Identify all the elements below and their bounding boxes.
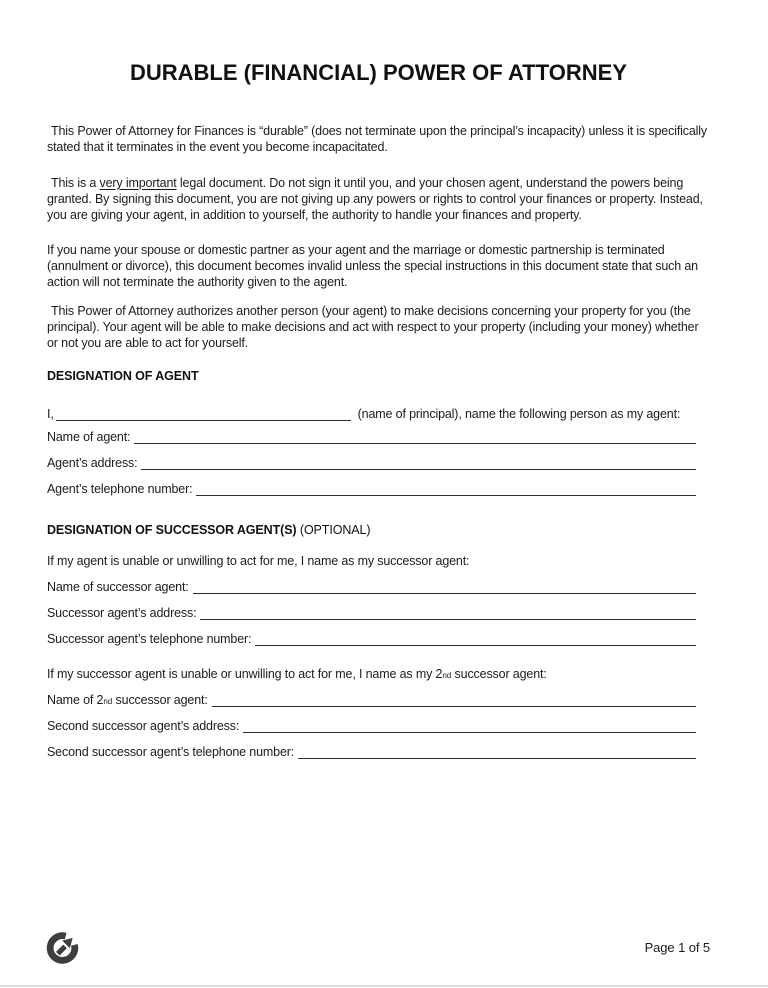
successor-name-label: Name of successor agent: <box>47 580 189 594</box>
intro-text: If my successor agent is unable or unwilling to act for me, I name as my 2 <box>47 667 443 681</box>
principal-suffix-label: (name of principal), name the following person as my agent: <box>357 407 681 421</box>
page-bottom-edge <box>0 985 768 987</box>
successor-address-row <box>47 603 696 620</box>
successor-phone-blank[interactable] <box>255 633 696 646</box>
second-successor-phone-blank[interactable] <box>298 746 696 759</box>
agent-address-label: Agent’s address: <box>47 456 138 470</box>
successor-intro-text: If my agent is unable or unwilling to act for me, I name as my successor agent: <box>47 554 470 568</box>
agent-name-blank[interactable] <box>134 431 696 444</box>
circular-arrow-logo-icon <box>45 928 82 966</box>
ordinal-suffix: nd <box>442 671 452 680</box>
second-successor-name-blank[interactable] <box>212 694 696 707</box>
second-successor-phone-row <box>47 742 696 759</box>
principal-prefix-label: I, <box>47 407 54 421</box>
agent-address-blank[interactable] <box>141 457 696 470</box>
successor-heading-optional: (OPTIONAL) <box>299 523 371 537</box>
successor-address-label: Successor agent’s address: <box>47 606 197 620</box>
agent-phone-row <box>47 479 696 496</box>
second-successor-phone-label: Second successor agent’s telephone number: <box>47 745 295 759</box>
page-title: DURABLE (FINANCIAL) POWER OF ATTORNEY <box>129 60 627 85</box>
successor-address-blank[interactable] <box>200 607 696 620</box>
successor-phone-row <box>47 629 696 646</box>
agent-name-label: Name of agent: <box>47 430 131 444</box>
second-successor-intro-line <box>47 667 710 681</box>
page-number: Page 1 of 5 <box>644 940 710 955</box>
intro-paragraph-authorizes: This Power of Attorney authorizes another person (your agent) to make decisions concerning your property for you (the principal). Your agent will be able to make decisions and act with respect to your property (including your money) whether or not you are able to act for yourself. <box>47 304 699 350</box>
label-text: successor agent: <box>112 693 208 707</box>
principal-name-row <box>47 404 710 421</box>
successor-heading-bold: DESIGNATION OF SUCCESSOR AGENT(S) <box>47 523 297 537</box>
intro-paragraph-spouse: If you name your spouse or domestic partner as your agent and the marriage or domestic partnership is terminated (annulment or divorce), this document becomes invalid unless the special instructions in this document state that such an action will not terminate the authority given to the agent. <box>47 243 698 289</box>
second-successor-intro-text <box>47 667 547 681</box>
successor-name-row <box>47 577 696 594</box>
label-text: Name of 2 <box>47 693 104 707</box>
second-successor-address-blank[interactable] <box>243 720 696 733</box>
ordinal-suffix: nd <box>103 697 113 706</box>
paragraph-text: legal document. Do not sign it until you, and your chosen agent, understand the powers being granted. By signing this document, you are not giving up any powers or rights to control your finances or property. Instead, you are giving your agent, in addition to yourself, the authority to handle your finances and property. <box>47 176 703 222</box>
intro-paragraph-important <box>47 175 710 223</box>
intro-paragraph-durable: This Power of Attorney for Finances is “durable” (does not terminate upon the principal’s incapacity) unless it is specifically stated that it terminates in the event you become incapacitated. <box>47 124 708 154</box>
agent-phone-label: Agent’s telephone number: <box>47 482 193 496</box>
successor-phone-label: Successor agent’s telephone number: <box>47 632 252 646</box>
agent-phone-blank[interactable] <box>196 483 696 496</box>
second-successor-address-label: Second successor agent’s address: <box>47 719 240 733</box>
paragraph-text: This is a <box>51 176 100 190</box>
intro-text: successor agent: <box>451 667 547 681</box>
designation-of-agent-heading: DESIGNATION OF AGENT <box>47 369 199 383</box>
second-successor-name-label <box>47 693 208 707</box>
underlined-phrase: very important <box>99 176 177 190</box>
successor-name-blank[interactable] <box>193 581 696 594</box>
second-successor-name-row <box>47 690 696 707</box>
designation-of-successor-heading <box>47 522 710 538</box>
principal-name-blank[interactable] <box>56 408 351 421</box>
agent-name-row <box>47 427 696 444</box>
second-successor-address-row <box>47 716 696 733</box>
successor-intro-line <box>47 554 710 568</box>
agent-address-row <box>47 453 696 470</box>
